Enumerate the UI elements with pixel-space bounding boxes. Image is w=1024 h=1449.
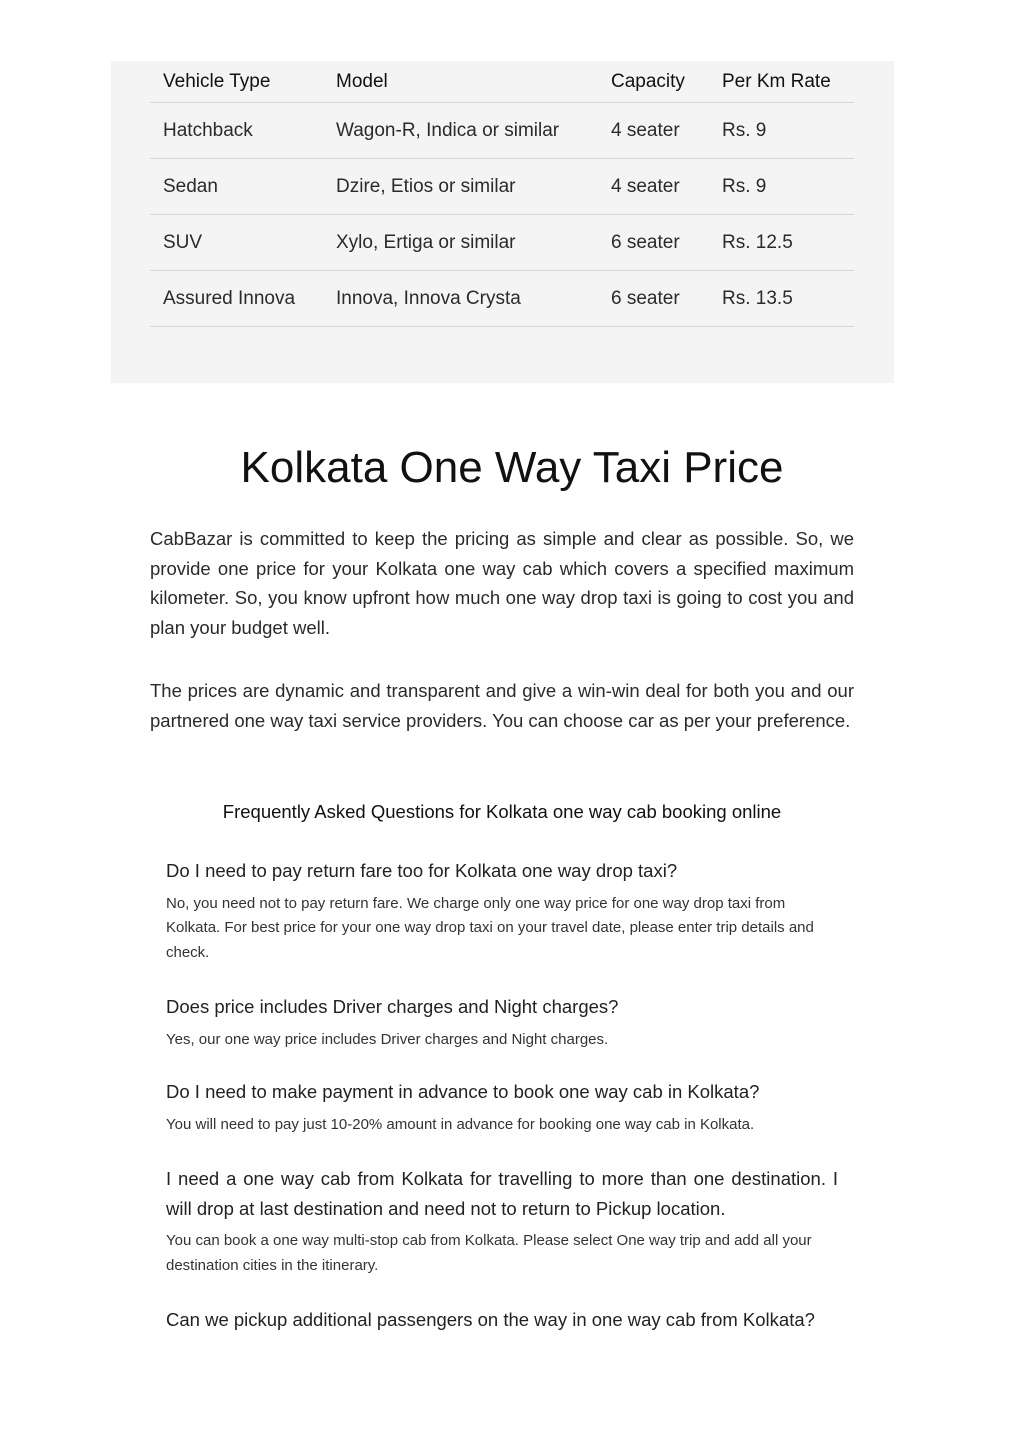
cell-capacity: 6 seater — [598, 271, 709, 327]
faq-question: I need a one way cab from Kolkata for travelling to more than one destination. I will drop at last destination and need not to return to Pickup location. — [166, 1168, 838, 1219]
table-row — [150, 271, 854, 327]
cell-vehicle-type: Assured Innova — [150, 271, 323, 327]
faq-question: Do I need to pay return fare too for Kolkata one way drop taxi? — [166, 860, 678, 881]
cell-model: Innova, Innova Crysta — [323, 271, 598, 327]
rate-table-panel — [111, 61, 894, 383]
faq-item — [166, 1305, 838, 1335]
faq-answer: Yes, our one way price includes Driver charges and Night charges. — [166, 1030, 609, 1048]
cell-capacity: 4 seater — [598, 159, 709, 215]
faq-answer: You can book a one way multi-stop cab from Kolkata. Please select One way trip and add all your destination cities in the itinerary. — [166, 1232, 812, 1274]
pricing-paragraph: The prices are dynamic and transparent and give a win-win deal for both you and our partnered one way taxi service providers. You can choose car as per your preference. — [150, 680, 854, 731]
cell-rate: Rs. 9 — [709, 103, 854, 159]
cell-vehicle-type: SUV — [150, 215, 323, 271]
cell-rate: Rs. 13.5 — [709, 271, 854, 327]
faq-question: Does price includes Driver charges and Night charges? — [166, 996, 619, 1017]
faq-item — [166, 1164, 838, 1278]
rate-table — [150, 61, 854, 327]
table-row — [150, 159, 854, 215]
cell-rate: Rs. 12.5 — [709, 215, 854, 271]
intro-paragraph: CabBazar is committed to keep the pricing as simple and clear as possible. So, we provide one price for your Kolkata one way cab which covers a specified maximum kilometer. So, you know upfront how much one way drop taxi is going to cost you and plan your budget well. — [150, 528, 854, 638]
header-capacity: Capacity — [598, 61, 709, 103]
faq-item — [166, 992, 838, 1052]
cell-vehicle-type: Hatchback — [150, 103, 323, 159]
cell-model: Xylo, Ertiga or similar — [323, 215, 598, 271]
header-model: Model — [323, 61, 598, 103]
cell-model: Wagon-R, Indica or similar — [323, 103, 598, 159]
faq-item — [166, 856, 838, 965]
table-header-row — [150, 61, 854, 103]
table-row — [150, 103, 854, 159]
cell-capacity: 4 seater — [598, 103, 709, 159]
faq-question: Do I need to make payment in advance to book one way cab in Kolkata? — [166, 1081, 760, 1102]
page-title: Kolkata One Way Taxi Price — [240, 443, 784, 492]
header-per-km-rate: Per Km Rate — [709, 61, 854, 103]
header-vehicle-type: Vehicle Type — [150, 61, 323, 103]
cell-vehicle-type: Sedan — [150, 159, 323, 215]
faq-answer: You will need to pay just 10-20% amount in advance for booking one way cab in Kolkata. — [166, 1115, 755, 1133]
table-row — [150, 215, 854, 271]
faq-question: Can we pickup additional passengers on the way in one way cab from Kolkata? — [166, 1309, 815, 1330]
cell-model: Dzire, Etios or similar — [323, 159, 598, 215]
cell-capacity: 6 seater — [598, 215, 709, 271]
faq-answer: No, you need not to pay return fare. We charge only one way price for one way drop taxi from Kolkata. For best price for your one way drop taxi on your travel date, please enter trip details and check. — [166, 894, 814, 961]
cell-rate: Rs. 9 — [709, 159, 854, 215]
faq-heading: Frequently Asked Questions for Kolkata one way cab booking online — [222, 801, 782, 822]
faq-item — [166, 1077, 838, 1137]
